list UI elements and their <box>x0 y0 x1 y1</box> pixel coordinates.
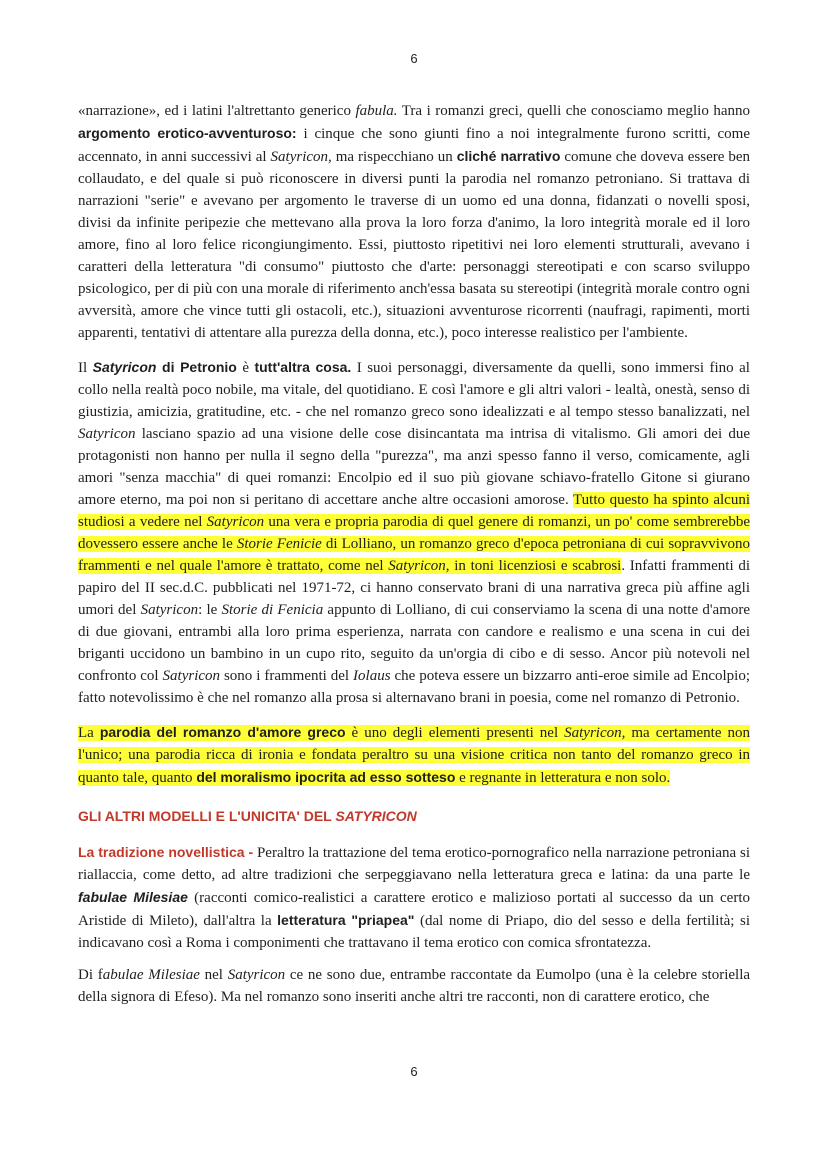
subsection-lead: La tradizione novellistica - <box>78 844 254 860</box>
highlighted-passage: Tutto questo ha spinto alcuni studiosi a vedere nel Satyricon una vera e propria parodia di quel genere di romanzi, un po' come sembrerebbe dovessero essere anche le Storie Fenicie di Lolliano, un romanzo greco d'epoca petroniana di cui sopravvivono frammenti e nel quale l'amore è trattato, come nel Satyricon, in toni licenziosi e scabrosi <box>78 492 750 574</box>
paragraph-novella-tradition: La tradizione novellistica - Peraltro la trattazione del tema erotico-pornografico nella narrazione petroniana si riallaccia, come detto, ad altre tradizioni che serpeggiavano nella letteratura greca e latina: da una parte le fabulae Milesiae (racconti comico-realistici a carattere erotico e malizioso portati al successo da un certo Aristide di Mileto), dall'altra la letteratura "priapea" (dal nome di Priapo, dio del sesso e della fertilità; si indicavano così a Roma i componimenti che trattavano il tema erotico con comica sfrontatezza. <box>78 844 751 951</box>
paragraph-milesian-tales: Di fabulae Milesiae nel Satyricon ce ne sono due, entrambe raccontate da Eumolpo (una è la celebre storiella della signora di Efeso). Ma nel romanzo sono inseriti anche altri tre racconti, non di carattere erotico, che <box>78 967 751 1005</box>
paragraph-parody-summary <box>78 721 750 789</box>
page-body <box>78 100 750 1008</box>
page-number-bottom: 6 <box>410 1064 418 1079</box>
section-heading: GLI ALTRI MODELLI E L'UNICITA' DEL SATYRICON <box>78 808 417 824</box>
highlighted-summary: La parodia del romanzo d'amore greco è uno degli elementi presenti nel Satyricon, ma certamente non l'unico; una parodia ricca di ironia e fondata peraltro su una visione critica non tanto del romanzo greco in quanto tale, quanto del moralismo ipocrita ad esso sotteso e regnante in letteratura e non solo. <box>78 724 750 786</box>
paragraph-satyricon-parody: Il Satyricon di Petronio è tutt'altra cosa. I suoi personaggi, diversamente da quelli, sono immersi fino al collo nella realtà poco nobile, ma vitale, del quotidiano. E così l'amore e gli altri valori - lealtà, onestà, senso di giustizia, amicizia, gratitudine, etc. - che nel romanzo greco sono idealizzati e al tempo stesso banalizzati, nel Satyricon lasciano spazio ad una visione delle cose disincantata ma intrisa di vitalismo. Gli amori dei due protagonisti non hanno per nulla il segno della "purezza", ma anzi spesso fanno il verso, comicamente, agli amori "senza macchia" di quei romanzi: Encolpio ed il suo più giovane schiavo-fratello Gitone si giurano amore eterno, ma poi non si peritano di accettare anche altre occasioni amorose. Tutto questo ha spinto alcuni studiosi a vedere nel Satyricon una vera e propria parodia di quel genere di romanzi, un po' come sembrerebbe dovessero essere anche le Storie Fenicie di Lolliano, un romanzo greco d'epoca petroniana di cui sopravvivono frammenti e nel quale l'amore è trattato, come nel Satyricon, in toni licenziosi e scabrosi. Infatti frammenti di papiro del II sec.d.C. pubblicati nel 1971-72, ci hanno conservato brani di una narrativa greca più affine agli umori del Satyricon: le Storie di Fenicia appunto di Lolliano, di cui conserviamo la scena di una notte d'amore di due giovani, entrambi alla loro prima esperienza, narrata con candore e realismo e una scena in cui dei briganti uccidono un bambino in un cupo rito, seguito da un'orgia di cibo e di sesso. Ancor più notevoli nel confronto col Satyricon sono i frammenti del Iolaus che poteva essere un bizzarro anti-eroe simile ad Encolpio; fatto notevolissimo è che nel romanzo alla prosa si alternavano brani in poesia, come nel romanzo di Petronio. <box>78 359 751 706</box>
paragraph-greek-novels: «narrazione», ed i latini l'altrettanto generico fabula. Tra i romanzi greci, quelli che conosciamo meglio hanno argomento erotico-avventuroso: i cinque che sono giunti fino a noi integralmente furono scritti, come accennato, in anni successivi al Satyricon, ma rispecchiano un cliché narrativo comune che doveva essere ben collaudato, e del quale si può riconoscere in diversi punti la parodia nel romanzo petroniano. Si trattava di narrazioni "serie" e avevano per argomento le traverse di un uomo ed una donna, fidanzati o novelli sposi, divisi da infinite peripezie che mettevano alla prova la loro forza d'animo, la loro integrità morale ed il loro amore, fino al loro felice ricongiungimento. Essi, piuttosto ripetitivi nei loro elementi strutturali, avevano i caratteri della letteratura "di consumo" piuttosto che d'arte: personaggi stereotipati e con scarso sviluppo psicologico, per di più con una morale di riferimento anch'essa basata su stereotipi (integrità morale contro ogni avversità, amore che vince tutti gli ostacoli, etc.), situazioni avventurose ricorrenti (naufragi, rapimenti, morti apparenti, tentativi di attentare alla purezza della donna, etc.), poco interesse realistico per l'ambiente. <box>78 103 751 341</box>
page-number-top: 6 <box>410 51 418 66</box>
